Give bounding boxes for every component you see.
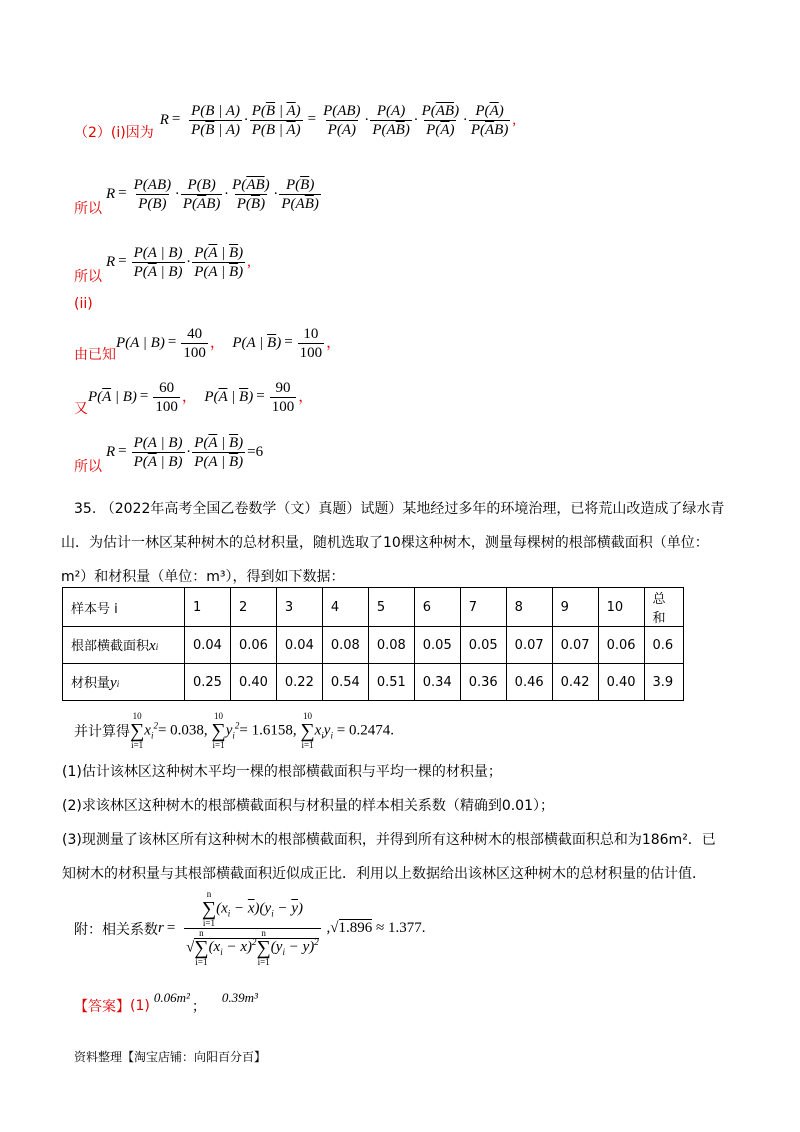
so-label-3: 所以 bbox=[74, 459, 102, 475]
table-row: 材积量yi 0.25 0.40 0.22 0.54 0.51 0.34 0.36 0.46 0.42 0.40 3.9 bbox=[63, 664, 684, 701]
problem-line-3: m²）和材积量（单位：m³），得到如下数据： bbox=[61, 569, 345, 585]
appendix-line bbox=[74, 890, 425, 967]
also-line bbox=[74, 376, 313, 418]
problem-35-text bbox=[61, 492, 740, 594]
formula-r-expansion: R = $\frac{P(B | A)}{P(\overline{B} | A)}$ · $\frac{P(\overline{B} | \overline{A})}{P(B | \overline{A})}$ = $\frac{P(AB)}{P(A)}$ · $\frac{P(A)}{P(A\overline{B})}$ · $\frac{P(\overline{AB})}{P(\overline{A})}$ · $\frac{P(\overline{A})}{P(\overline{A}B)}$ , bbox=[159, 102, 517, 138]
problem-line-2: 山．为估计一林区某种树木的总材积量，随机选取了10棵这种树木，测量每棵树的根部横截面积（单位： bbox=[61, 535, 709, 551]
table-header-sample: 样本号 i bbox=[63, 588, 185, 627]
answer-sep: ； bbox=[191, 999, 206, 1015]
calc-prefix: 并计算得 bbox=[74, 724, 130, 740]
problem-source: （2022年高考全国乙卷数学（文）真题）试题） bbox=[100, 501, 403, 517]
problem-number: 35. bbox=[74, 501, 97, 517]
answer-label: 【答案】 bbox=[74, 999, 130, 1015]
answer-value-2: 0.39m³ bbox=[221, 990, 258, 1005]
question-1: (1)估计该林区这种树木平均一棵的根部横截面积与平均一棵的材积量； bbox=[62, 764, 502, 780]
appendix-label: 附：相关系数 bbox=[74, 921, 158, 938]
table-header-volume: 材积量yi bbox=[63, 664, 185, 701]
part2-ii-label: (ii) bbox=[74, 296, 93, 312]
answer-value-1: 0.06m² bbox=[153, 990, 190, 1005]
formula-r-result: R = $\frac{P(A | B)}{P(\overline{A} | B)}$ · $\frac{P(\overline{A} | \overline{B})}{P(A | \overline{B})}$ =6 bbox=[106, 434, 264, 470]
formula-known: P(A | B) = $\frac{40}{100}$ ， P(A | $\overline{B}$) = $\frac{10}{100}$ ， bbox=[116, 325, 342, 361]
so-label-1: 所以 bbox=[74, 201, 102, 217]
also-label: 又 bbox=[74, 401, 88, 417]
table-row: 根部横截面积xi 0.04 0.06 0.04 0.08 0.08 0.05 0.05 0.07 0.07 0.06 0.6 bbox=[63, 627, 684, 664]
formula-also: $P(\overline{A}$ | B) = $\frac{60}{100}$ ， $P(\overline{A}$ | $\overline{B}$) = $\frac{90}{100}$ ， bbox=[88, 379, 314, 415]
answer-line bbox=[74, 980, 258, 1016]
sum-formulas: 10 ∑ i=1 $x_i^2= 0.038$, 10 ∑ i=1 $y_i^2= 1.6158$, 10 ∑ i=1 $x_iy_i = 0.2474$. bbox=[130, 711, 394, 750]
questions bbox=[62, 755, 740, 891]
formula-r-2: R = $\frac{P(AB)}{P(B)}$ · $\frac{P(B)}{P(\overline{A}B)}$ · $\frac{P(\overline{AB})}{P(\overline{B})}$ · $\frac{P(\overline{B})}{P(A\overline{B})}$ bbox=[106, 176, 319, 212]
part2-i-line bbox=[74, 98, 516, 142]
problem-text-1: 某地经过多年的环境治理，已将荒山改造成了绿水青 bbox=[402, 501, 725, 517]
calc-line bbox=[74, 712, 394, 750]
data-table bbox=[62, 587, 684, 701]
so-label-2: 所以 bbox=[74, 269, 102, 285]
part2-label: （2）(i)因为 bbox=[74, 125, 154, 141]
table-row: 样本号 i 1 2 3 4 5 6 7 8 9 10 总和 bbox=[63, 588, 684, 627]
formula-r-3: R = $\frac{P(A | B)}{P(\overline{A} | B)}$ · $\frac{P(\overline{A} | \overline{B})}{P(A | \overline{B})}$ , bbox=[106, 244, 251, 280]
table-header-area: 根部横截面积xi bbox=[63, 627, 185, 664]
answer-part: (1) bbox=[130, 998, 150, 1014]
question-3b: 知树木的材积量与其根部横截面积近似成正比．利用以上数据给出该林区这种树木的总材积量的估计值． bbox=[62, 866, 706, 882]
footer-credit: 资料整理【淘宝店铺：向阳百分百】 bbox=[74, 1050, 267, 1064]
so-line-2 bbox=[74, 238, 251, 286]
question-3a: (3)现测量了该林区所有这种树木的根部横截面积，并得到所有这种树木的根部横截面积总和为186m²．已 bbox=[62, 832, 716, 848]
known-label: 由已知 bbox=[74, 347, 116, 363]
problem-line-1 bbox=[74, 492, 740, 526]
so-line-3 bbox=[74, 428, 263, 476]
correlation-formula: r = n ∑ i=1 $(x_i - \overline{x})(y_i - \overline{y})$ √ n ∑ i=1 $(x_i - \overline{x})^2$ n ∑ i=1 $(y_i - \overline{y})^2$ ,√1.896 ≈ 1.377. bbox=[158, 889, 426, 967]
question-2: (2)求该林区这种树木的根部横截面积与材积量的样本相关系数（精确到0.01）； bbox=[62, 798, 555, 814]
so-line-1 bbox=[74, 170, 323, 218]
known-line bbox=[74, 322, 341, 364]
